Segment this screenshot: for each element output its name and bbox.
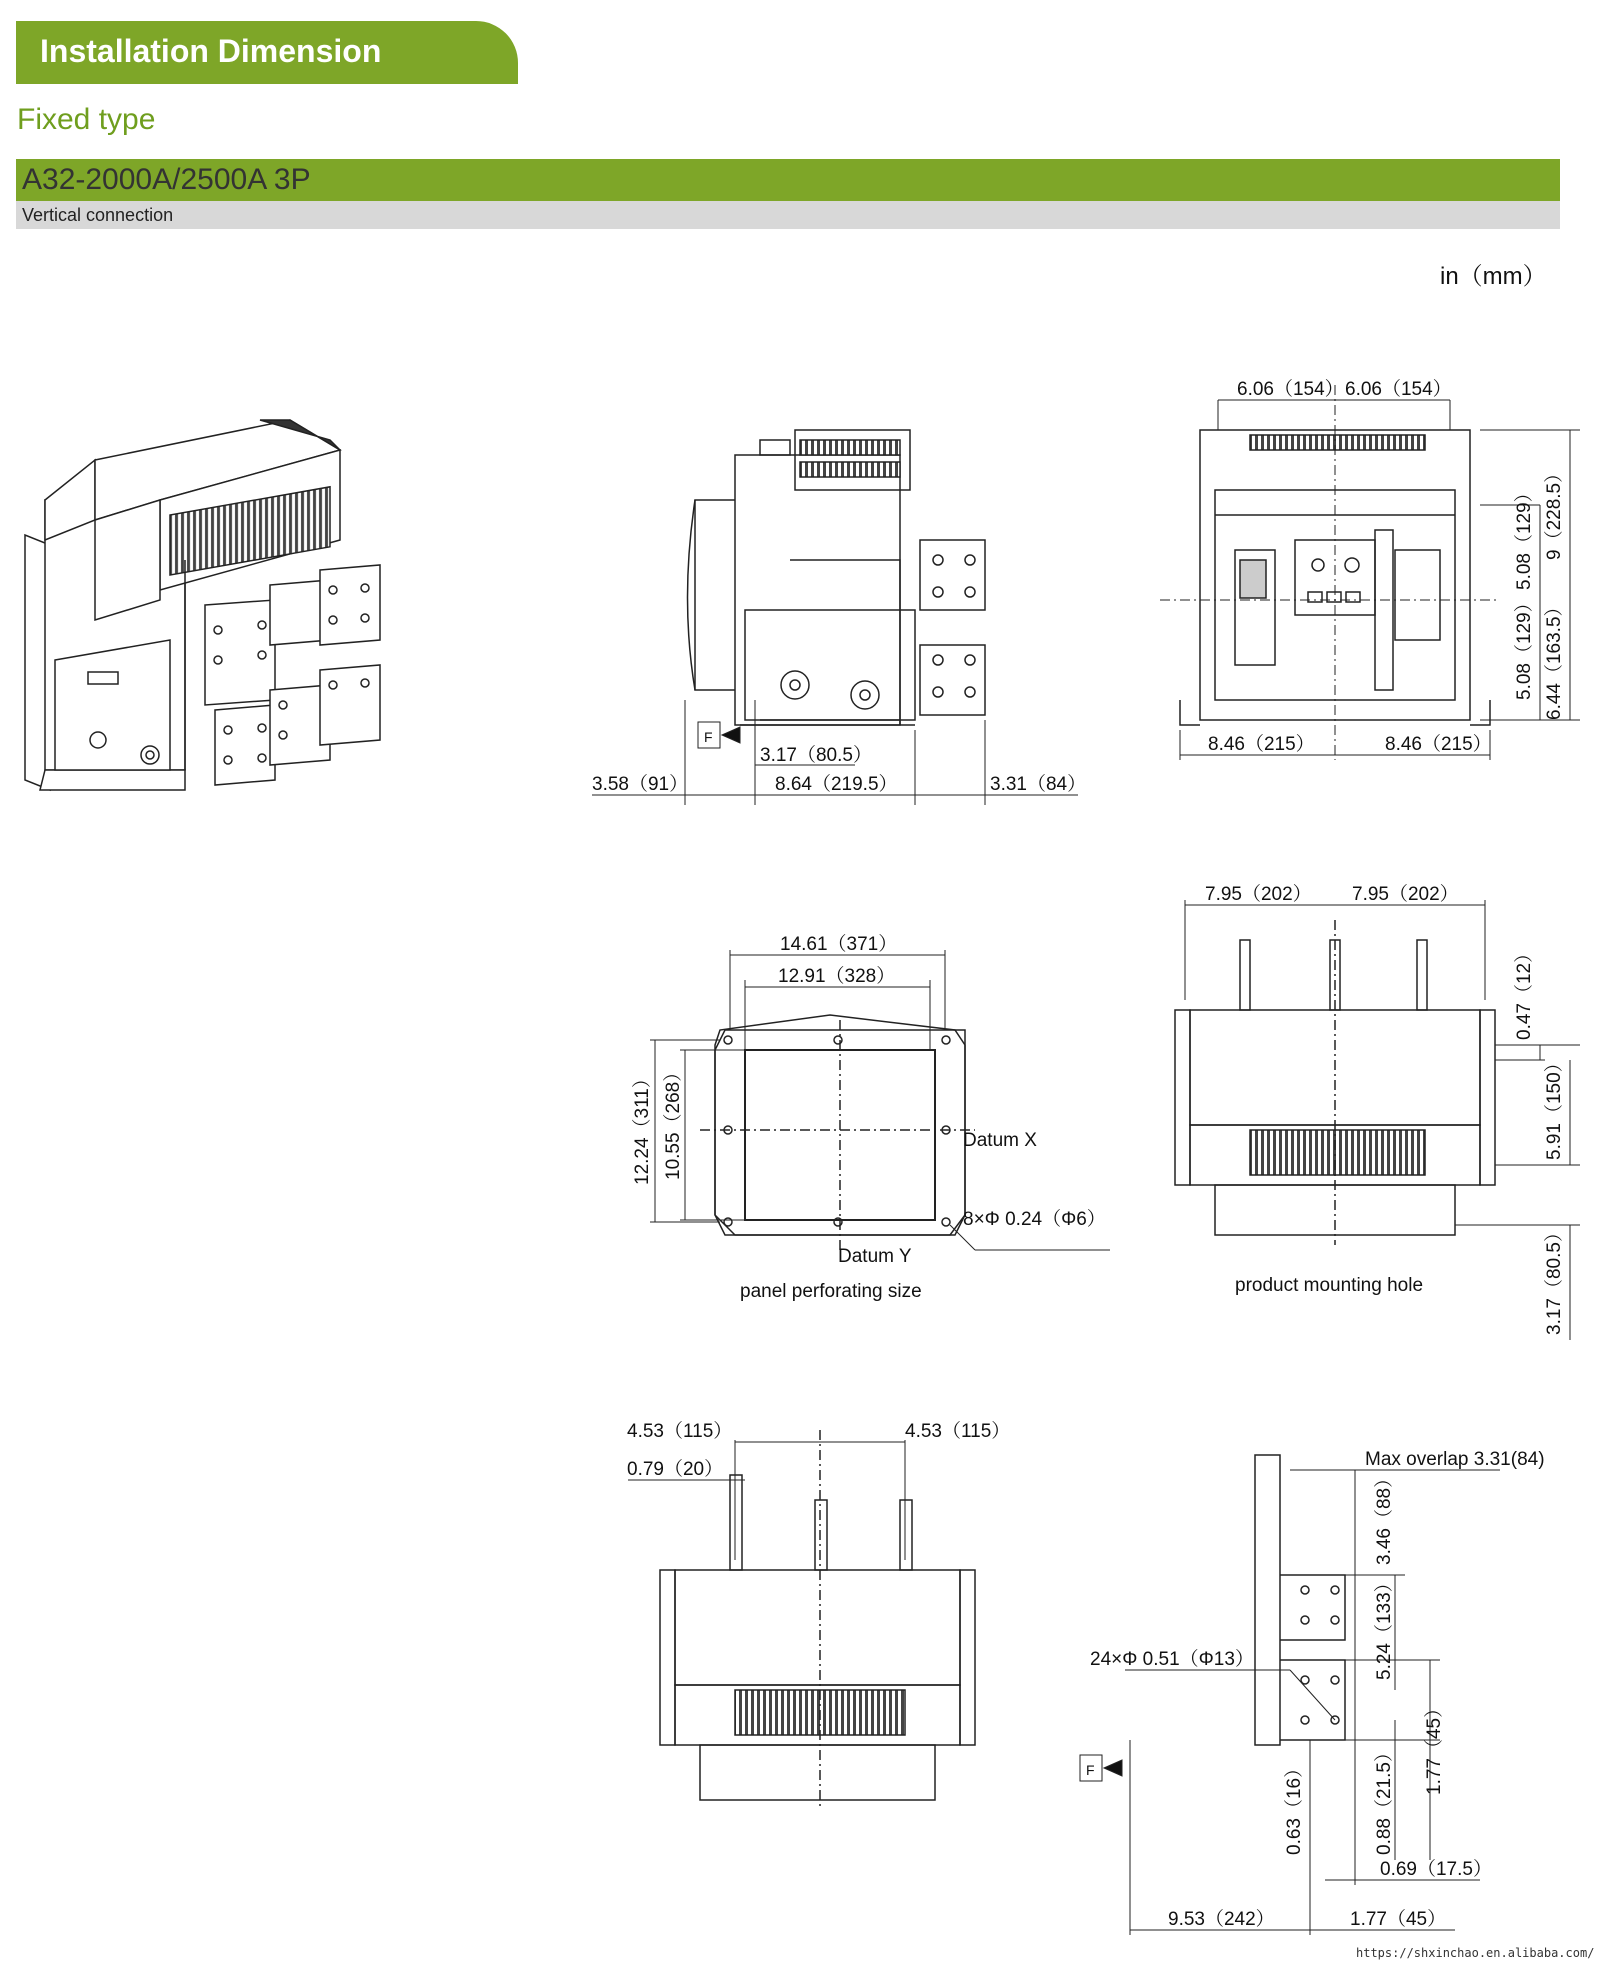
busbar-max-overlap: Max overlap 3.31(84) [1365, 1449, 1545, 1470]
mount-dim-top-left: 7.95（202） [1205, 884, 1312, 905]
mount-dim-v3: 3.17（80.5） [1544, 1223, 1565, 1335]
top-dim-left: 4.53（115） [627, 1421, 733, 1442]
front-dim-v3: 9（228.5） [1544, 463, 1565, 560]
subtitle: Fixed type [17, 103, 156, 136]
busbar-holes-label: 24×Φ 0.51（Φ13） [1090, 1649, 1254, 1670]
side-view-dim-body: 8.64（219.5） [775, 774, 898, 795]
busbar-dim-v5: 0.63（16） [1284, 1758, 1305, 1855]
panel-datum-x: Datum X [963, 1130, 1037, 1151]
busbar-dim-v1: 3.46（88） [1374, 1468, 1395, 1565]
panel-dim-inner-h: 10.55（268） [663, 1062, 684, 1180]
panel-perforating-dimensions [650, 950, 1110, 1250]
side-view-dim-left: 3.58（91） [592, 774, 689, 795]
top-view-drawing [660, 1430, 975, 1810]
busbar-dim-v2: 5.24（133） [1374, 1573, 1395, 1680]
side-view-dim-right: 3.31（84） [990, 774, 1087, 795]
busbar-dim-h1: 0.69（17.5） [1380, 1859, 1492, 1880]
model-label: A32-2000A/2500A 3P [22, 163, 311, 196]
panel-caption: panel perforating size [740, 1281, 922, 1302]
front-dim-top-right: 6.06（154） [1345, 379, 1452, 400]
breaker-3d-view [25, 420, 380, 790]
panel-dim-inner-w: 12.91（328） [778, 966, 896, 987]
panel-dim-outer-w: 14.61（371） [780, 934, 898, 955]
front-dim-v1: 5.08（129） [1514, 483, 1535, 590]
mount-dim-top-right: 7.95（202） [1352, 884, 1459, 905]
mount-dim-v2: 5.91（150） [1544, 1053, 1565, 1160]
top-view-dimensions [628, 1440, 905, 1560]
panel-datum-y: Datum Y [838, 1246, 912, 1267]
front-dim-v2: 5.08（129） [1514, 593, 1535, 700]
connection-label: Vertical connection [22, 205, 174, 225]
mounting-view-drawing [1175, 920, 1495, 1245]
front-dim-bottom-right: 8.46（215） [1385, 734, 1492, 755]
panel-holes-label: 8×Φ 0.24（Φ6） [963, 1209, 1106, 1230]
side-view-flag: F [704, 729, 713, 745]
units-label: in（mm） [1440, 263, 1547, 290]
top-dim-bar: 0.79（20） [627, 1459, 724, 1480]
front-dim-top-left: 6.06（154） [1237, 379, 1344, 400]
section-title: Installation Dimension [40, 33, 382, 69]
footer-url: https://shxinchao.en.alibaba.com/ [1356, 1946, 1595, 1960]
busbar-flag: F [1086, 1762, 1095, 1778]
mount-caption: product mounting hole [1235, 1275, 1424, 1296]
busbar-view-drawing [1255, 1455, 1345, 1745]
mount-dim-v1: 0.47（12） [1514, 943, 1535, 1040]
front-dim-bottom-left: 8.46（215） [1208, 734, 1315, 755]
front-dim-v4: 6.44（163.5） [1544, 597, 1565, 720]
busbar-dim-v4: 0.88（21.5） [1374, 1743, 1395, 1855]
side-view-dim-top-offset: 3.17（80.5） [760, 745, 872, 766]
side-view-drawing [688, 430, 986, 725]
top-dim-right: 4.53（115） [905, 1421, 1011, 1442]
panel-dim-outer-h: 12.24（311） [632, 1069, 653, 1185]
busbar-dim-h3: 1.77（45） [1350, 1909, 1447, 1930]
busbar-dim-v3: 1.77（45） [1424, 1698, 1445, 1795]
busbar-dim-h2: 9.53（242） [1168, 1909, 1275, 1930]
